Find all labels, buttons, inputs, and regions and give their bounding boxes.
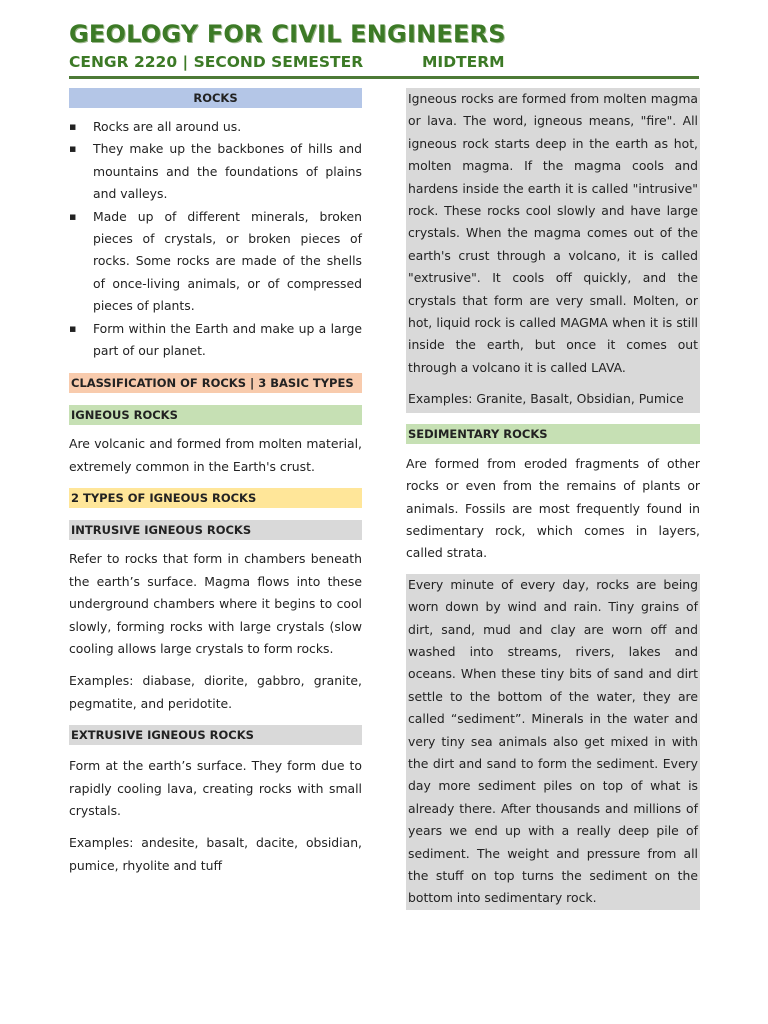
list-item: ▪ Form within the Earth and make up a large part of our planet.: [93, 318, 362, 363]
intrusive-heading: INTRUSIVE IGNEOUS ROCKS: [69, 520, 362, 540]
header-rule: [69, 76, 699, 79]
document-subtitle: [69, 53, 505, 71]
sedimentary-paragraph: Every minute of every day, rocks are being worn down by wind and rain. Tiny grains of dirt, sand, mud and clay are worn off and washed into streams, rivers, lakes and oceans. When these tiny bits of sand and dirt settle to the bottom of the water, they are called “sediment”. Minerals in the water and very tiny sea animals also get mixed in with the dirt and sand to form the sediment. Every day more sediment piles on top of what is already there. After thousands and millions of years we end up with a really deep pile of sediment. The weight and pressure from all the stuff on top turns the sediment on the bottom into sedimentary rock.: [408, 576, 698, 906]
intrusive-examples: Examples: diabase, diorite, gabbro, granite, pegmatite, and peridotite.: [69, 673, 362, 711]
rocks-heading: ROCKS: [69, 88, 362, 108]
igneous-types-heading: 2 TYPES OF IGNEOUS ROCKS: [69, 488, 362, 508]
exam-label: MIDTERM: [422, 53, 505, 71]
list-item: ▪ They make up the backbones of hills and mountains and the foundations of plains and valleys.: [93, 138, 362, 205]
document-title: GEOLOGY FOR CIVIL ENGINEERS: [69, 20, 506, 48]
course-label: CENGR 2220 | SECOND SEMESTER: [69, 53, 364, 71]
classification-heading: CLASSIFICATION OF ROCKS | 3 BASIC TYPES: [69, 373, 362, 393]
intrusive-text: Refer to rocks that form in chambers beneath the earth’s surface. Magma flows into these underground chambers where it begins to cool slowly, forming rocks with large crystals (slow cooling allows large crystals to form rocks.: [69, 551, 362, 656]
extrusive-heading: EXTRUSIVE IGNEOUS ROCKS: [69, 725, 362, 745]
list-item: ▪ Rocks are all around us.: [93, 116, 362, 138]
igneous-paragraph: Igneous rocks are formed from molten magma or lava. The word, igneous means, "fire". All igneous rock starts deep in the earth as hot, molten magma. If the magma cools and hardens inside the earth it is called "intrusive" rock. These rocks cool slowly and have large crystals. When the magma comes out of the earth's crust through a volcano, it is called "extrusive". It cools off quickly, and the crystals that form are very small. Molten, or hot, liquid rock is called MAGMA when it is still inside the earth, but once it comes out through a volcano it is called LAVA.: [408, 91, 698, 375]
sedimentary-heading: SEDIMENTARY ROCKS: [406, 424, 700, 444]
left-column: [69, 88, 362, 877]
igneous-info-block: [406, 88, 700, 413]
right-column: [406, 88, 700, 910]
igneous-examples: Examples: Granite, Basalt, Obsidian, Pumice: [408, 391, 684, 407]
sedimentary-text: Are formed from eroded fragments of other rocks or even from the remains of plants or animals. Fossils are most frequently found in sedimentary rock, which comes in layers, called strata.: [406, 455, 700, 561]
igneous-text: Are volcanic and formed from molten material, extremely common in the Earth's crust.: [69, 436, 362, 474]
extrusive-examples: Examples: andesite, basalt, dacite, obsidian, pumice, rhyolite and tuff: [69, 835, 362, 873]
igneous-heading: IGNEOUS ROCKS: [69, 405, 362, 425]
list-item: ▪ Made up of different minerals, broken pieces of crystals, or broken pieces of rocks. Some rocks are made of the shells of once-living animals, or of compressed pieces of plants.: [93, 206, 362, 318]
rocks-bullet-list: [69, 116, 362, 362]
extrusive-text: Form at the earth’s surface. They form due to rapidly cooling lava, creating rocks with small crystals.: [69, 758, 362, 818]
sedimentary-info-block: [406, 574, 700, 910]
